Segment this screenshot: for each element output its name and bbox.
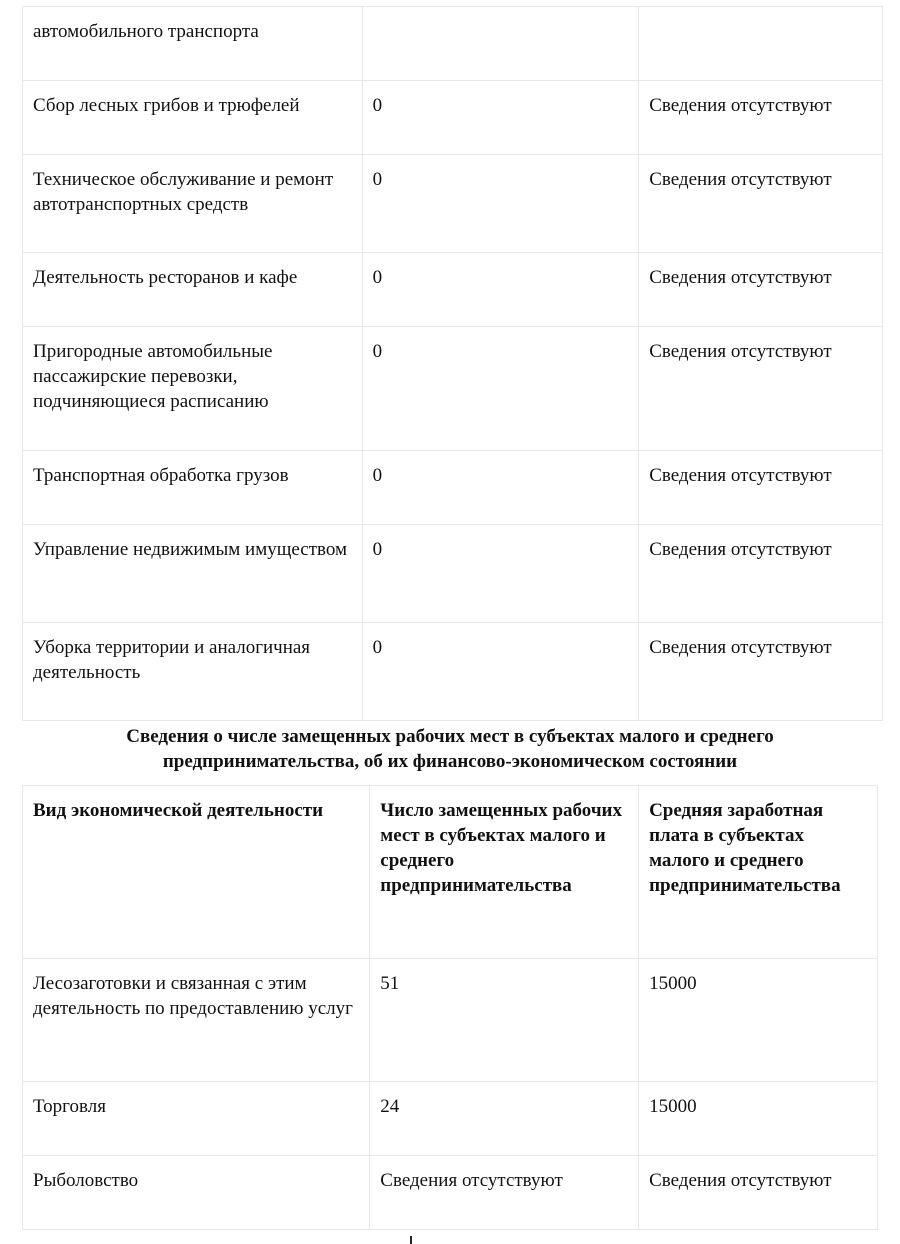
table-cell-jobs: 51 bbox=[370, 959, 639, 1082]
table-cell-info: Сведения отсутствуют bbox=[639, 525, 883, 623]
table-cell-count: 0 bbox=[362, 525, 639, 623]
activity-table-top bbox=[22, 6, 883, 721]
table-row bbox=[23, 959, 878, 1082]
table-cell-activity: Управление недвижимым имуществом bbox=[23, 525, 363, 623]
table-cell-count: 0 bbox=[362, 623, 639, 721]
table-row bbox=[23, 451, 883, 525]
table-cell-activity: Транспортная обработка грузов bbox=[23, 451, 363, 525]
table-cell-info: Сведения отсутствуют bbox=[639, 623, 883, 721]
table-row bbox=[23, 327, 883, 451]
table-cell-info: Сведения отсутствуют bbox=[639, 253, 883, 327]
table-row bbox=[23, 155, 883, 253]
header-jobs-count: Число замещенных рабочих мест в субъектах малого и среднего предпринимательства bbox=[370, 786, 639, 959]
employment-salary-table bbox=[22, 785, 878, 1230]
table-row bbox=[23, 525, 883, 623]
table-cell-info: Сведения отсутствуют bbox=[639, 81, 883, 155]
table-cell-activity: Лесозаготовки и связанная с этим деятельность по предоставлению услуг bbox=[23, 959, 370, 1082]
table-cell-info bbox=[639, 7, 883, 81]
table-cell-count: 0 bbox=[362, 81, 639, 155]
table-row bbox=[23, 1082, 878, 1156]
section-heading-line-1: Сведения о числе замещенных рабочих мест в субъектах малого и среднего bbox=[126, 726, 774, 747]
table-cell-jobs: 24 bbox=[370, 1082, 639, 1156]
table-row bbox=[23, 81, 883, 155]
table-cell-salary: 15000 bbox=[639, 1082, 878, 1156]
page-mark bbox=[410, 1236, 412, 1244]
table-cell-info: Сведения отсутствуют bbox=[639, 155, 883, 253]
table-row bbox=[23, 623, 883, 721]
table-cell-info: Сведения отсутствуют bbox=[639, 327, 883, 451]
header-activity: Вид экономической деятельности bbox=[23, 786, 370, 959]
table-header-row bbox=[23, 786, 878, 959]
section-heading bbox=[22, 724, 878, 774]
table-cell-activity: Техническое обслуживание и ремонт автотранспортных средств bbox=[23, 155, 363, 253]
table-cell-count: 0 bbox=[362, 155, 639, 253]
table-cell-count: 0 bbox=[362, 451, 639, 525]
table-cell-salary: Сведения отсутствуют bbox=[639, 1156, 878, 1230]
table-cell-salary: 15000 bbox=[639, 959, 878, 1082]
table-cell-count bbox=[362, 7, 639, 81]
table-cell-activity: автомобильного транспорта bbox=[23, 7, 363, 81]
table-cell-info: Сведения отсутствуют bbox=[639, 451, 883, 525]
table-row bbox=[23, 7, 883, 81]
table-row bbox=[23, 1156, 878, 1230]
section-heading-line-2: предпринимательства, об их финансово-экономическом состоянии bbox=[162, 751, 738, 772]
table-cell-activity: Торговля bbox=[23, 1082, 370, 1156]
table-cell-jobs: Сведения отсутствуют bbox=[370, 1156, 639, 1230]
table-cell-count: 0 bbox=[362, 253, 639, 327]
table-cell-activity: Уборка территории и аналогичная деятельность bbox=[23, 623, 363, 721]
table-cell-activity: Деятельность ресторанов и кафе bbox=[23, 253, 363, 327]
table-cell-activity: Пригородные автомобильные пассажирские перевозки, подчиняющиеся расписанию bbox=[23, 327, 363, 451]
header-average-salary: Средняя заработная плата в субъектах малого и среднего предпринимательства bbox=[639, 786, 878, 959]
table-cell-activity: Рыболовство bbox=[23, 1156, 370, 1230]
table-cell-count: 0 bbox=[362, 327, 639, 451]
table-cell-activity: Сбор лесных грибов и трюфелей bbox=[23, 81, 363, 155]
table-row bbox=[23, 253, 883, 327]
